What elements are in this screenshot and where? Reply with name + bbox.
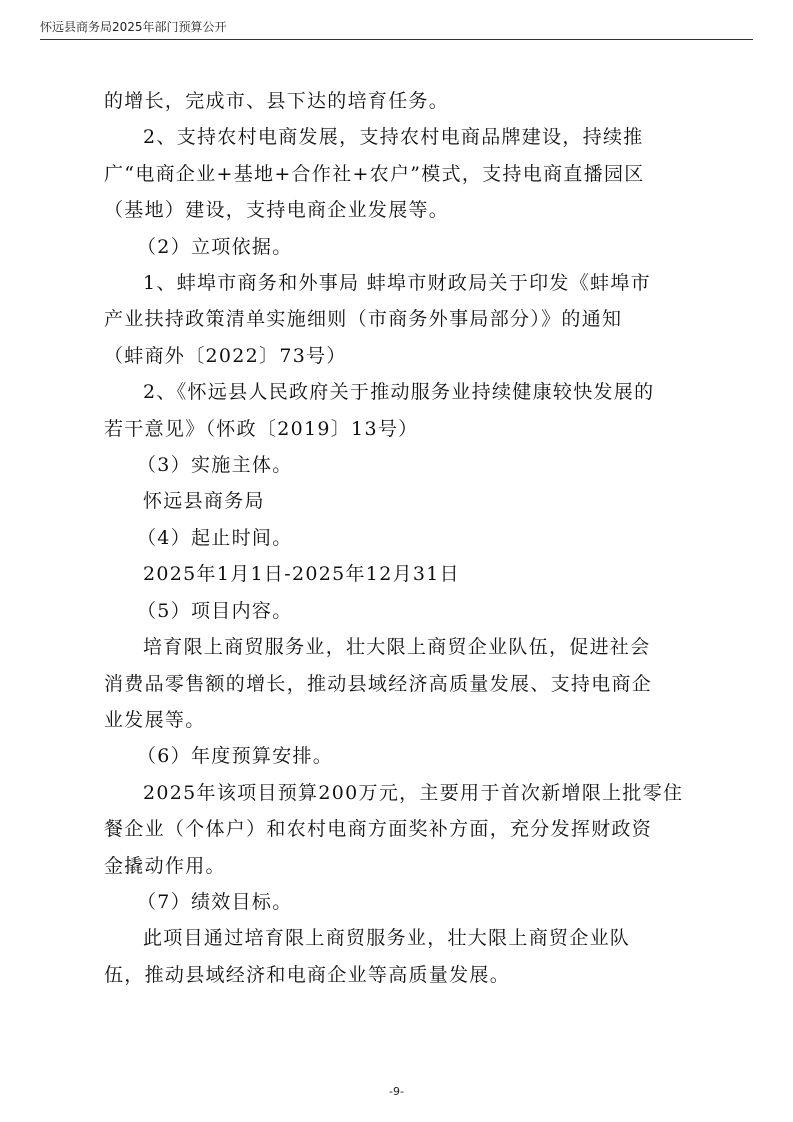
text-line: 2、《怀远县人民政府关于推动服务业持续健康较快发展的 bbox=[143, 381, 655, 404]
text-line: 金撬动作用。 bbox=[104, 854, 226, 877]
text-line: 伍，推动县域经济和电商企业等高质量发展。 bbox=[104, 963, 511, 986]
text-line: 1、蚌埠市商务和外事局 蚌埠市财政局关于印发《蚌埠市 bbox=[143, 272, 651, 295]
text-line: 怀远县商务局 bbox=[143, 490, 265, 513]
document-header: 怀远县商务局2025年部门预算公开 bbox=[40, 20, 227, 34]
text-line: 产业扶持政策清单实施细则（市商务外事局部分）》的通知 bbox=[104, 308, 623, 331]
header-divider bbox=[40, 39, 753, 40]
text-line: 广“电商企业+基地+合作社+农户”模式，支持电商直播园区 bbox=[104, 162, 645, 185]
text-line: 业发展等。 bbox=[104, 708, 206, 731]
text-line: 的增长，完成市、县下达的培育任务。 bbox=[104, 90, 450, 112]
text-line: 2025年1月1日-2025年12月31日 bbox=[143, 563, 460, 586]
text-line: 若干意见》（怀政〔2019〕13号） bbox=[104, 417, 419, 440]
text-line: （7）绩效目标。 bbox=[137, 890, 293, 913]
text-line: （2）立项依据。 bbox=[137, 235, 293, 258]
text-line: （基地）建设，支持电商企业发展等。 bbox=[104, 199, 450, 222]
text-line: 培育限上商贸服务业，壮大限上商贸企业队伍，促进社会 bbox=[143, 636, 651, 659]
text-line: （4）起止时间。 bbox=[137, 526, 293, 549]
text-line: 2025年该项目预算200万元，主要用于首次新增限上批零住 bbox=[143, 781, 684, 804]
text-line: 餐企业（个体户）和农村电商方面奖补方面，充分发挥财政资 bbox=[104, 818, 653, 841]
text-line: 2、支持农村电商发展，支持农村电商品牌建设，持续推 bbox=[143, 126, 644, 149]
text-line: （6）年度预算安排。 bbox=[137, 745, 334, 768]
text-line: （蚌商外〔2022〕73号） bbox=[104, 344, 347, 367]
text-line: （5）项目内容。 bbox=[137, 599, 293, 622]
text-line: 此项目通过培育限上商贸服务业，壮大限上商贸企业队 bbox=[143, 927, 631, 950]
page-number: -9- bbox=[389, 1085, 404, 1098]
text-line: （3）实施主体。 bbox=[137, 454, 293, 477]
document-body bbox=[104, 83, 698, 993]
text-line: 消费品零售额的增长，推动县域经济高质量发展、支持电商企 bbox=[104, 672, 653, 695]
